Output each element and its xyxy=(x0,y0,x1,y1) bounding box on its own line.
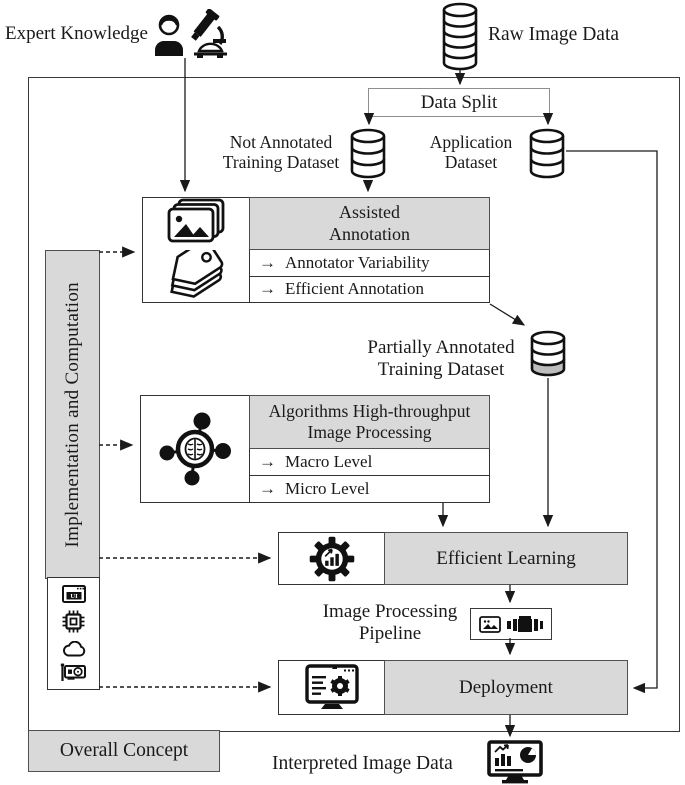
database-icon xyxy=(350,128,386,180)
svg-text:UI: UI xyxy=(69,592,78,600)
chip-icon xyxy=(61,609,86,634)
expert-knowledge-label: Expert Knowledge xyxy=(5,23,148,44)
image-icon xyxy=(479,616,501,633)
deployment-title: Deployment xyxy=(384,660,628,715)
pipeline-box xyxy=(470,608,552,640)
partially-annotated-label: Partially Annotated Training Dataset xyxy=(367,337,515,380)
implementation-computation-bar xyxy=(45,250,100,579)
assisted-item-annotator-variability: → Annotator Variability xyxy=(249,250,490,277)
assisted-item-efficient-annotation: → Efficient Annotation xyxy=(249,277,490,304)
overall-concept-label: Overall Concept xyxy=(59,740,189,761)
tags-icon xyxy=(163,250,229,302)
application-dataset-label: Application Dataset xyxy=(429,132,513,172)
pump-icon xyxy=(507,615,543,634)
microscope-icon xyxy=(191,9,229,59)
assisted-annotation-box xyxy=(142,197,490,303)
efficient-learning-title: Efficient Learning xyxy=(384,532,628,585)
monitor-chart-icon xyxy=(486,740,544,785)
ui-window-icon xyxy=(62,585,86,603)
algorithms-item-macro-level: → Macro Level xyxy=(249,449,490,476)
arrow-glyph: → xyxy=(259,252,276,272)
cloud-icon xyxy=(62,641,86,657)
algorithms-item-micro-level: → Micro Level xyxy=(249,476,490,503)
arrow-glyph: → xyxy=(259,479,276,498)
database-icon xyxy=(529,128,565,180)
efficient-learning-box xyxy=(278,532,628,585)
interpreted-image-data-label: Interpreted Image Data xyxy=(272,753,453,774)
monitor-gear-icon xyxy=(305,664,359,711)
images-icon xyxy=(165,198,227,248)
implementation-computation-label: Implementation and Computation xyxy=(61,281,83,548)
overall-concept-box xyxy=(28,730,220,772)
data-split-label: Data Split xyxy=(420,91,498,113)
algorithms-title: Algorithms High-throughput Image Processing xyxy=(249,395,490,449)
hardware-icons-box xyxy=(47,577,100,690)
arrow-glyph: → xyxy=(259,452,276,471)
arrow-glyph: → xyxy=(259,279,276,299)
not-annotated-label: Not Annotated Training Dataset xyxy=(222,132,340,172)
database-icon xyxy=(442,2,478,72)
data-split-box xyxy=(368,88,550,117)
brain-network-icon xyxy=(159,409,231,489)
assisted-annotation-title: Assisted Annotation xyxy=(249,197,490,250)
person-icon xyxy=(150,10,188,58)
image-processing-pipeline-label: Image Processing Pipeline xyxy=(322,601,458,644)
gpu-icon xyxy=(60,663,87,682)
deployment-box xyxy=(278,660,628,715)
algorithms-box xyxy=(140,395,490,503)
raw-image-data-label: Raw Image Data xyxy=(488,24,620,45)
gear-chart-icon xyxy=(308,535,356,583)
partially-annotated-database-icon xyxy=(530,330,566,378)
